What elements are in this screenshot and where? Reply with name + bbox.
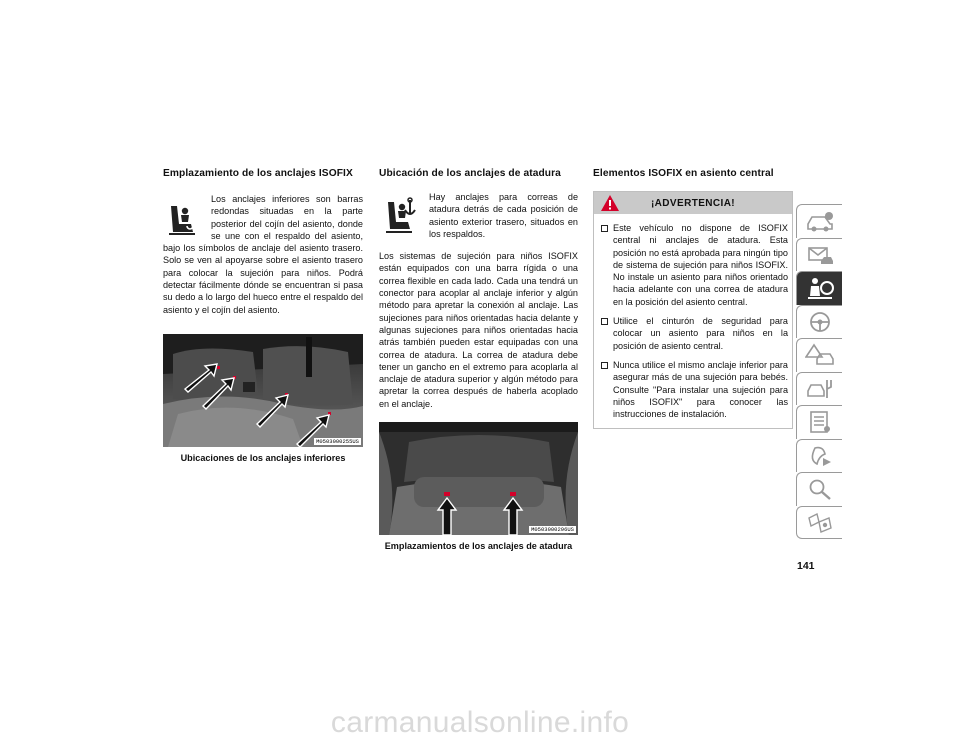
tab-mail-car[interactable] [796, 238, 842, 272]
right-column [593, 168, 793, 429]
language-icon [805, 510, 835, 534]
middle-column [379, 168, 578, 551]
section-heading-tether-location: Ubicación de los anclajes de atadura [379, 168, 561, 179]
child-seat-anchor-icon [163, 201, 201, 237]
steering-wheel-icon [805, 310, 835, 334]
section-heading-isofix-location: Emplazamiento de los anclajes ISOFIX [163, 168, 353, 179]
warning-triangle-icon [600, 194, 620, 217]
image-caption-tether-anchors: Emplazamientos de los anclajes de atadura [384, 541, 573, 552]
tab-service[interactable] [796, 372, 842, 406]
tab-multimedia[interactable] [796, 439, 842, 473]
warning-item: Este vehículo no dispone de ISOFIX central ni anclajes de atadura. Esta posición no está aprobada para ningún tipo de sistema de sujeción para niños ISOFIX. No instale un asiento para niños orientado hacia adelante con una correa de atadura en la posición del asiento central. [600, 222, 788, 308]
image-code: M0503000296US [531, 526, 574, 534]
magnifier-icon [805, 477, 835, 501]
tab-driving[interactable] [796, 305, 842, 339]
left-column [163, 168, 363, 463]
tether-anchors-photo [379, 422, 578, 535]
page-number: 141 [797, 560, 815, 572]
section-heading-center-seat: Elementos ISOFIX en asiento central [593, 168, 774, 179]
mail-car-icon [805, 244, 835, 266]
tab-safety[interactable] [796, 271, 842, 305]
tab-language[interactable] [796, 506, 842, 540]
image-code: M0503000255US [316, 437, 359, 445]
tab-specifications[interactable] [796, 405, 842, 439]
warning-header [594, 192, 792, 214]
car-info-icon [805, 210, 835, 232]
isofix-systems-paragraph: Los sistemas de sujeción para niños ISOFIX están equipados con una barra rígida o una correa flexible en cada lado. Cada una tendrá un conector para acoplar al anclaje inferior y algún método para apretar la conexión al anclaje. Las sujeciones para niños orientadas hacia delante y algunas sujeciones para niños orientadas hacia atrás también pueden estar equipadas con una correa de atadura. La correa de atadura debe tener un gancho en el extremo para acoplarla al anclaje de atadura superior y algún método para apretar la correa después de haberla acoplado en el anclaje. [379, 251, 578, 409]
tether-location-paragraph: Hay anclajes para correas de atadura detrás de cada posición de asiento exterior trasero, situados en los respaldos. [429, 192, 578, 239]
tether-anchor-icon [379, 195, 417, 235]
isofix-location-paragraph: Los anclajes inferiores son barras redondas situadas en la parte posterior del cojín del asiento, donde se une con el respaldo del asiento, bajo los símbolos de anclaje del asiento trasero. Solo se ven al apoyarse sobre el asiento trasero para colocar la sujeción para niños. Podrá detectar fácilmente dónde se encuentran si pasa su dedo a lo largo del hueco entre el respaldo del asiento y el cojín del asiento. [163, 194, 363, 315]
warning-box [593, 191, 793, 429]
warning-list [594, 214, 792, 428]
car-tools-icon [805, 377, 835, 401]
rear-seat-lower-anchors-photo [163, 334, 363, 447]
tab-index[interactable] [796, 472, 842, 506]
warning-item: Nunca utilice el mismo anclaje inferior para asegurar más de una sujeción para bebés. Consulte "Para instalar una sujeción para niños ISOFIX" para conocer las instrucciones de instalación. [600, 359, 788, 420]
warning-item: Utilice el cinturón de seguridad para colocar un asiento para niños en la posición de asiento central. [600, 315, 788, 352]
tab-emergency[interactable] [796, 338, 842, 372]
navigation-icon [805, 444, 835, 468]
chapter-tabs [796, 204, 842, 539]
tab-car-info[interactable] [796, 204, 842, 238]
airbag-person-icon [805, 276, 835, 300]
warning-car-icon [805, 343, 835, 367]
image-caption-lower-anchors: Ubicaciones de los anclajes inferiores [180, 452, 346, 463]
warning-title: ¡ADVERTENCIA! [650, 197, 736, 209]
checklist-icon [805, 410, 835, 434]
watermark: carmanualsonline.info [330, 706, 630, 739]
